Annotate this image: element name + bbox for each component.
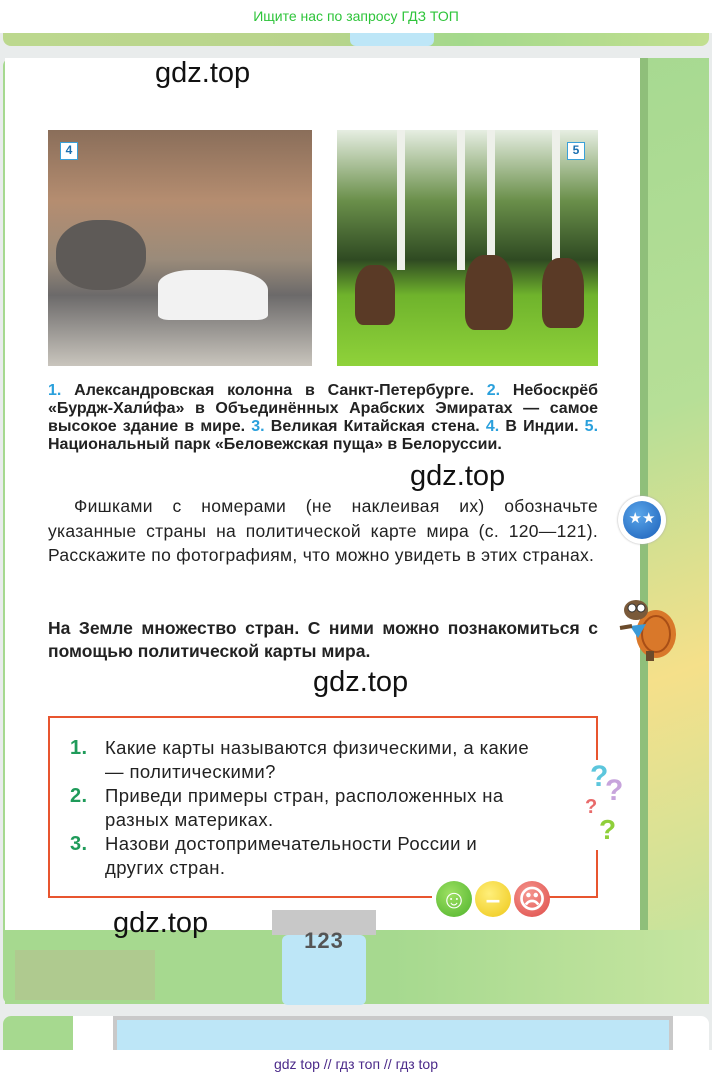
page-side-edge — [640, 58, 648, 930]
turtle-mascot-icon — [616, 596, 678, 662]
question-number: 2. — [70, 785, 88, 807]
watermark: gdz.top — [410, 460, 506, 492]
footer-watermark: gdz top // гдз топ // гдз top — [0, 1050, 712, 1082]
stars-badge — [618, 496, 666, 544]
photo-badge: 5 — [567, 142, 585, 160]
tree-trunk — [552, 130, 560, 270]
task-paragraph: Фишками с номерами (не наклеивая их) обозначьте указанные страны на политической карте мира (с. 120—121). Расскажите по фотографиям, что можно увидеть в этих странах. — [48, 496, 598, 565]
caption-number: 1. — [48, 382, 62, 399]
question-text: Назови достопримечательности России и других стран. — [105, 833, 478, 878]
questions-box — [48, 716, 598, 898]
question-item — [70, 832, 540, 880]
car-shape — [158, 270, 268, 320]
watermark: gdz.top — [313, 666, 409, 698]
caption-text: Великая Китайская стена. — [270, 418, 480, 435]
question-number: 1. — [70, 737, 88, 759]
page-side-decoration — [640, 58, 709, 930]
photo-belovezhskaya-pushcha — [337, 130, 598, 366]
page-number: 123 — [304, 928, 344, 953]
top-banner: Ищите нас по запросу ГДЗ ТОП — [0, 0, 712, 33]
photo-india — [48, 130, 312, 366]
decoration-shape — [15, 950, 155, 1000]
caption-text: Национальный парк «Беловежская пуща» в Белоруссии. — [48, 436, 502, 453]
previous-page-tab — [350, 33, 434, 46]
caption-text: Александровская колонна в Санкт-Петербурге. — [74, 382, 474, 399]
question-text: Приведи примеры стран, расположенных на разных материках. — [105, 785, 504, 830]
question-item — [70, 736, 540, 784]
question-item — [70, 784, 550, 832]
caption-number: 2. — [486, 382, 501, 399]
caption-text: Небоскрёб «Бурдж-Хали́фа» в Объединённых Арабских Эмиратах — самое высокое здание в мире. — [48, 382, 599, 435]
caption-text: В Индии. — [505, 418, 579, 435]
question-number: 3. — [70, 833, 88, 855]
question-marks-icon: ? ? ? ? — [585, 760, 635, 850]
photo-badge: 4 — [60, 142, 78, 160]
sad-face-icon[interactable]: ☹ — [514, 881, 550, 917]
photo-captions — [48, 382, 598, 454]
caption-number: 5. — [584, 418, 599, 435]
star-icon: ★★ — [623, 501, 661, 539]
tree-trunk — [457, 130, 465, 270]
tree-trunk — [487, 130, 495, 270]
bison — [355, 265, 395, 325]
elephant-shape — [56, 220, 146, 290]
question-text: Какие карты называются физическими, а какие — политическими? — [105, 737, 530, 782]
bison — [465, 255, 513, 330]
neutral-face-icon[interactable]: – — [475, 881, 511, 917]
watermark: gdz.top — [155, 57, 251, 89]
key-statement: На Земле множество стран. С ними можно познакомиться с помощью политической карты мира. — [48, 618, 598, 661]
caption-number: 4. — [485, 418, 500, 435]
watermark: gdz.top — [113, 907, 209, 939]
bison — [542, 258, 584, 328]
tree-trunk — [397, 130, 405, 270]
caption-number: 3. — [251, 418, 265, 435]
happy-face-icon[interactable]: ☺ — [436, 881, 472, 917]
